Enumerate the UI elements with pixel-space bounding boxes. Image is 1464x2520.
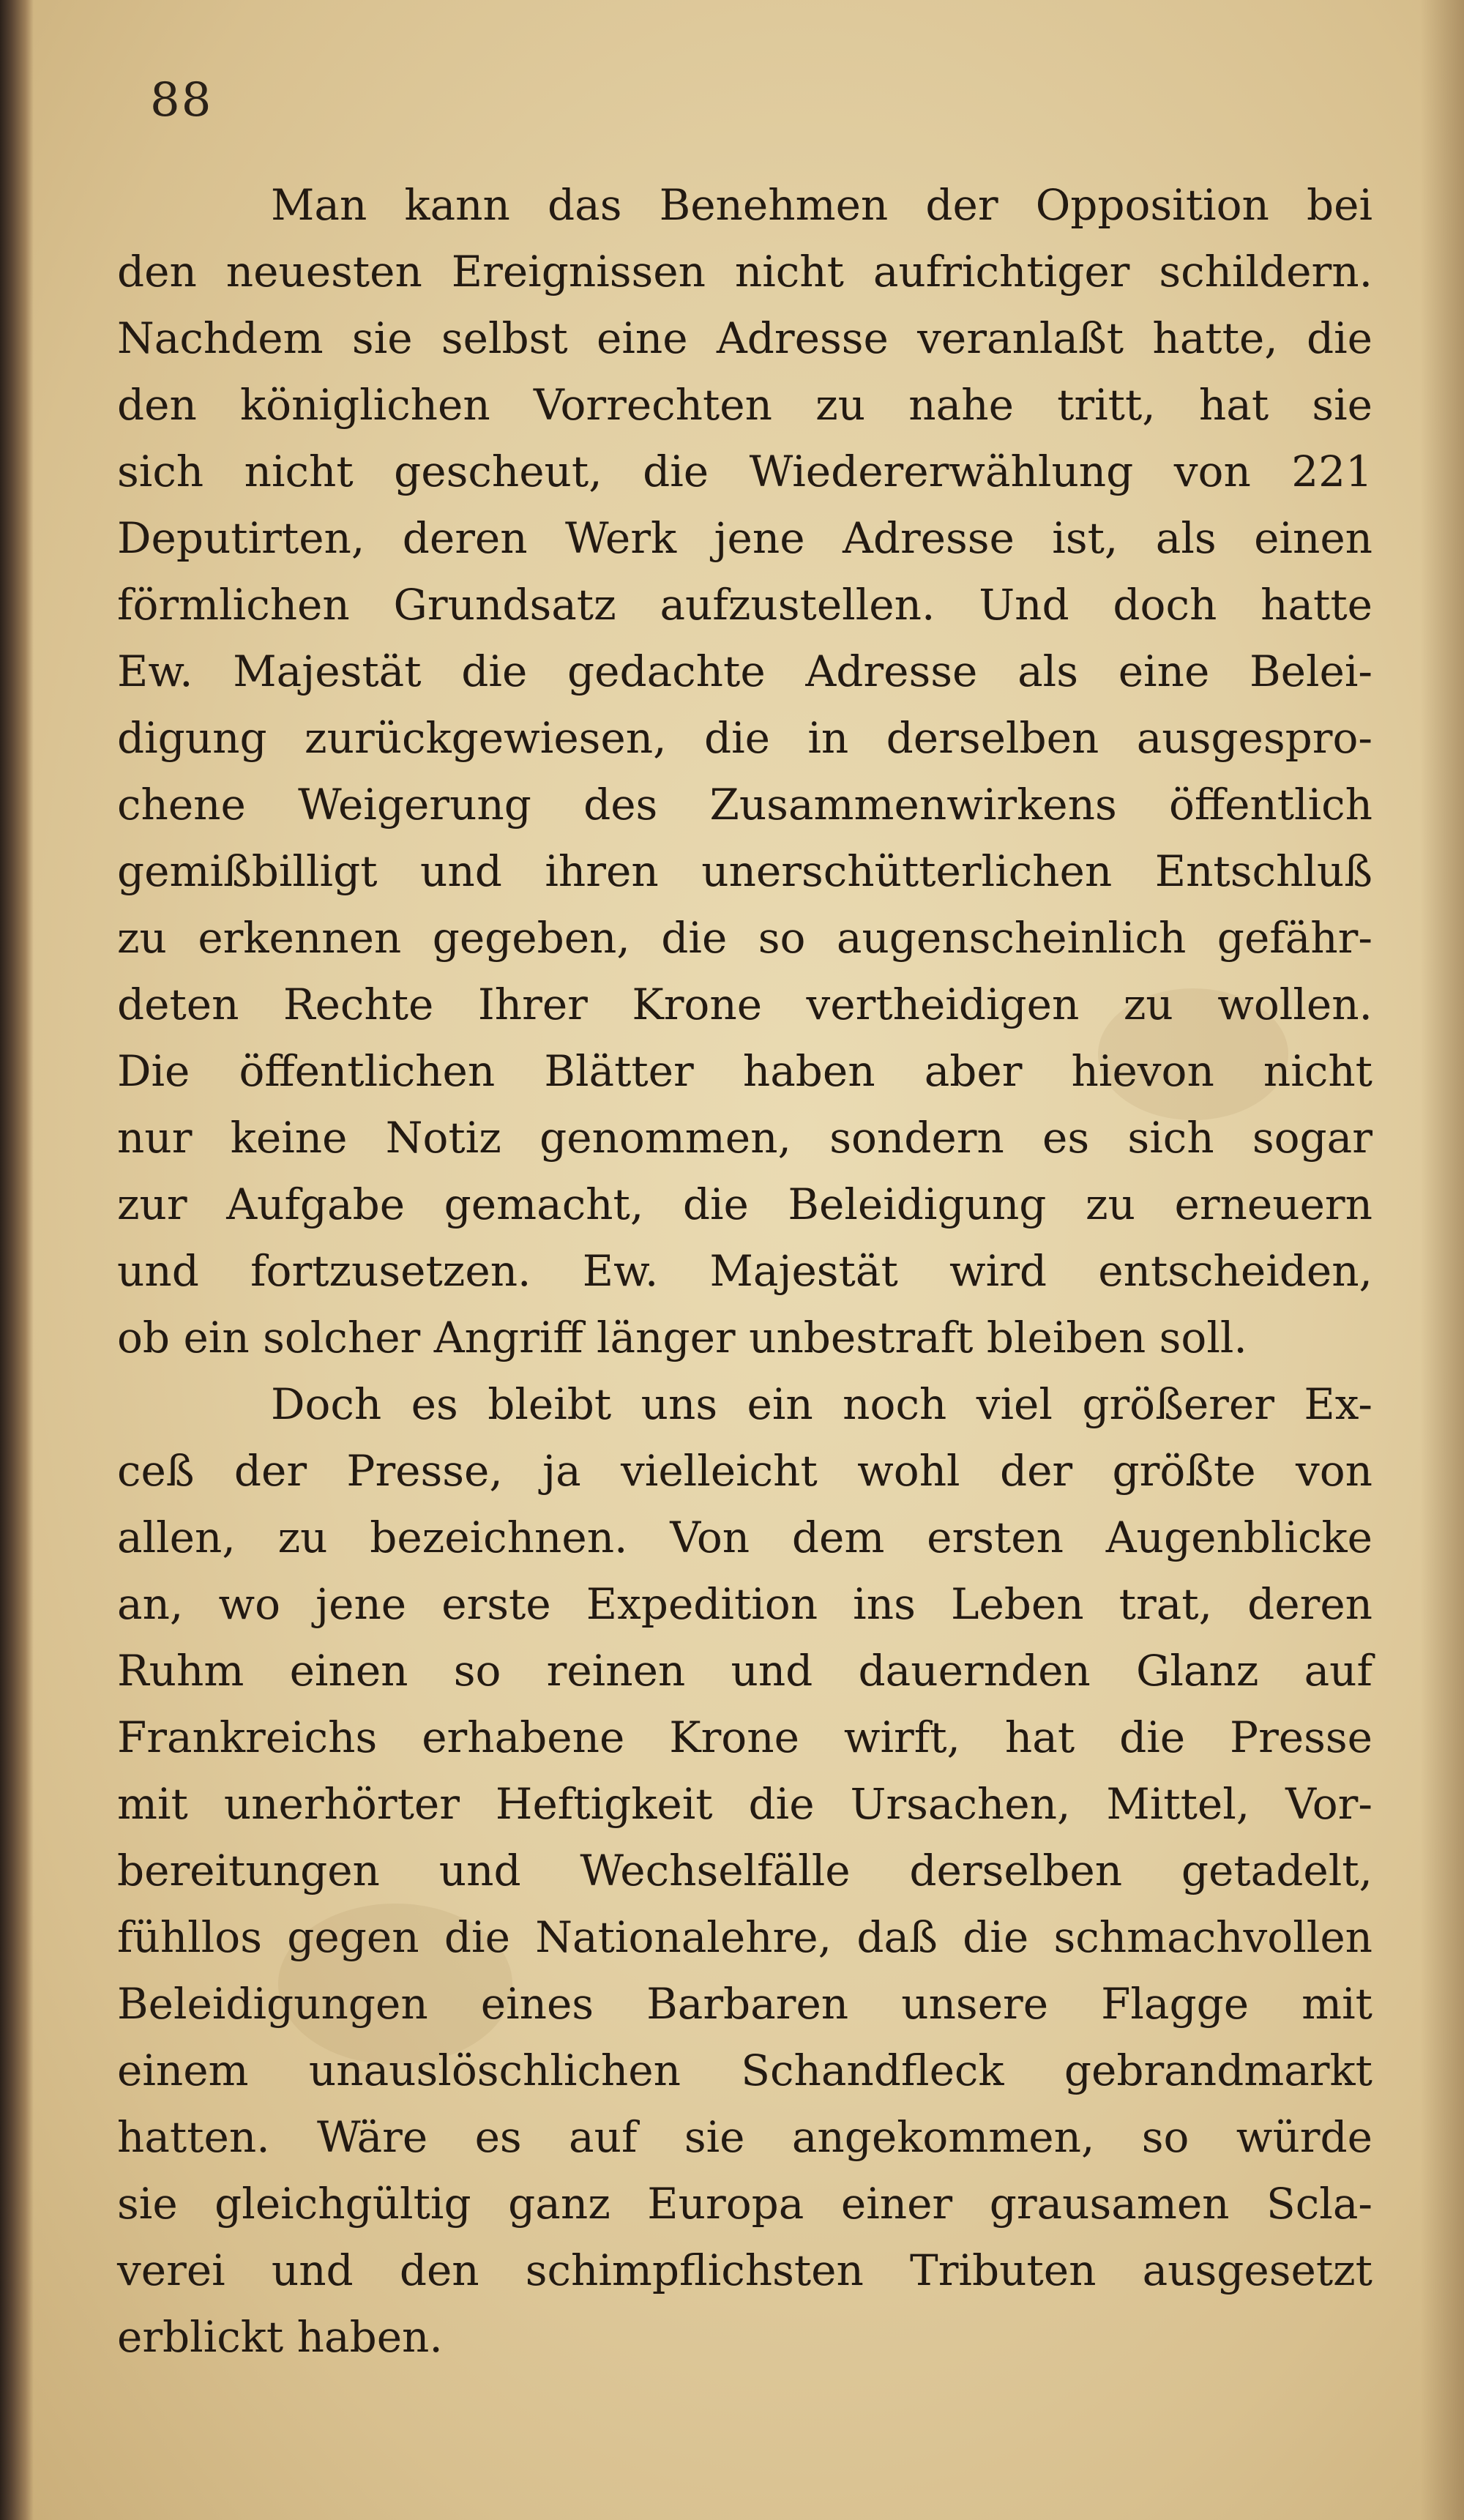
text-line: erblickt haben. [117, 2312, 443, 2362]
page-outer-edge [1420, 0, 1464, 2520]
text-line: verei und den schimpflichsten Tributen ausgesetzt [117, 2245, 1372, 2295]
text-line: Deputirten, deren Werk jene Adresse ist, als einen [117, 513, 1372, 563]
text-line: gemißbilligt und ihren unerschütterlichen Entschluß [117, 846, 1372, 896]
text-line: Doch es bleibt uns ein noch viel größerer Ex- [271, 1379, 1372, 1429]
text-line: bereitungen und Wechselfälle derselben getadelt, [117, 1846, 1372, 1895]
text-line: Beleidigungen eines Barbaren unsere Flagge mit [117, 1979, 1372, 2029]
text-line: förmlichen Grundsatz aufzustellen. Und doch hatte [117, 580, 1372, 630]
text-line: den königlichen Vorrechten zu nahe tritt, hat sie [117, 380, 1372, 430]
text-line: einem unauslöschlichen Schandfleck gebrandmarkt [117, 2046, 1372, 2095]
body-text [117, 172, 1372, 2362]
text-line: Nachdem sie selbst eine Adresse veranlaßt hatte, die [117, 313, 1372, 363]
text-line: mit unerhörter Heftigkeit die Ursachen, Mittel, Vor- [117, 1779, 1372, 1829]
page-binding-edge [0, 0, 34, 2520]
text-line: und fortzusetzen. Ew. Majestät wird entscheiden, [117, 1246, 1372, 1296]
page-number: 88 [150, 73, 213, 127]
text-line: Die öffentlichen Blätter haben aber hievon nicht [117, 1046, 1372, 1096]
text-line: Frankreichs erhabene Krone wirft, hat die Presse [117, 1712, 1372, 1762]
text-line: chene Weigerung des Zusammenwirkens öffentlich [117, 780, 1372, 830]
text-line: Ruhm einen so reinen und dauernden Glanz auf [117, 1646, 1372, 1696]
text-line: sich nicht gescheut, die Wiedererwählung von 221 [117, 447, 1372, 496]
text-line: zur Aufgabe gemacht, die Beleidigung zu erneuern [117, 1179, 1372, 1229]
text-line: den neuesten Ereignissen nicht aufrichtiger schildern. [117, 247, 1372, 297]
text-line: digung zurückgewiesen, die in derselben ausgespro- [117, 713, 1372, 763]
text-line: ob ein solcher Angriff länger unbestraft bleiben soll. [117, 1313, 1247, 1362]
text-line: zu erkennen gegeben, die so augenscheinlich gefähr- [117, 913, 1372, 963]
text-line: ceß der Presse, ja vielleicht wohl der größte von [117, 1446, 1372, 1496]
text-line: Ew. Majestät die gedachte Adresse als eine Belei- [117, 646, 1372, 696]
text-line: an, wo jene erste Expedition ins Leben trat, deren [117, 1579, 1372, 1629]
text-line: Man kann das Benehmen der Opposition bei [271, 180, 1372, 230]
text-line: nur keine Notiz genommen, sondern es sich sogar [117, 1113, 1372, 1163]
text-line: fühllos gegen die Nationalehre, daß die schmachvollen [117, 1912, 1372, 1962]
text-line: hatten. Wäre es auf sie angekommen, so würde [117, 2112, 1372, 2162]
text-line: allen, zu bezeichnen. Von dem ersten Augenblicke [117, 1513, 1372, 1562]
text-line: sie gleichgültig ganz Europa einer grausamen Scla- [117, 2179, 1372, 2229]
text-line: deten Rechte Ihrer Krone vertheidigen zu wollen. [117, 980, 1372, 1029]
